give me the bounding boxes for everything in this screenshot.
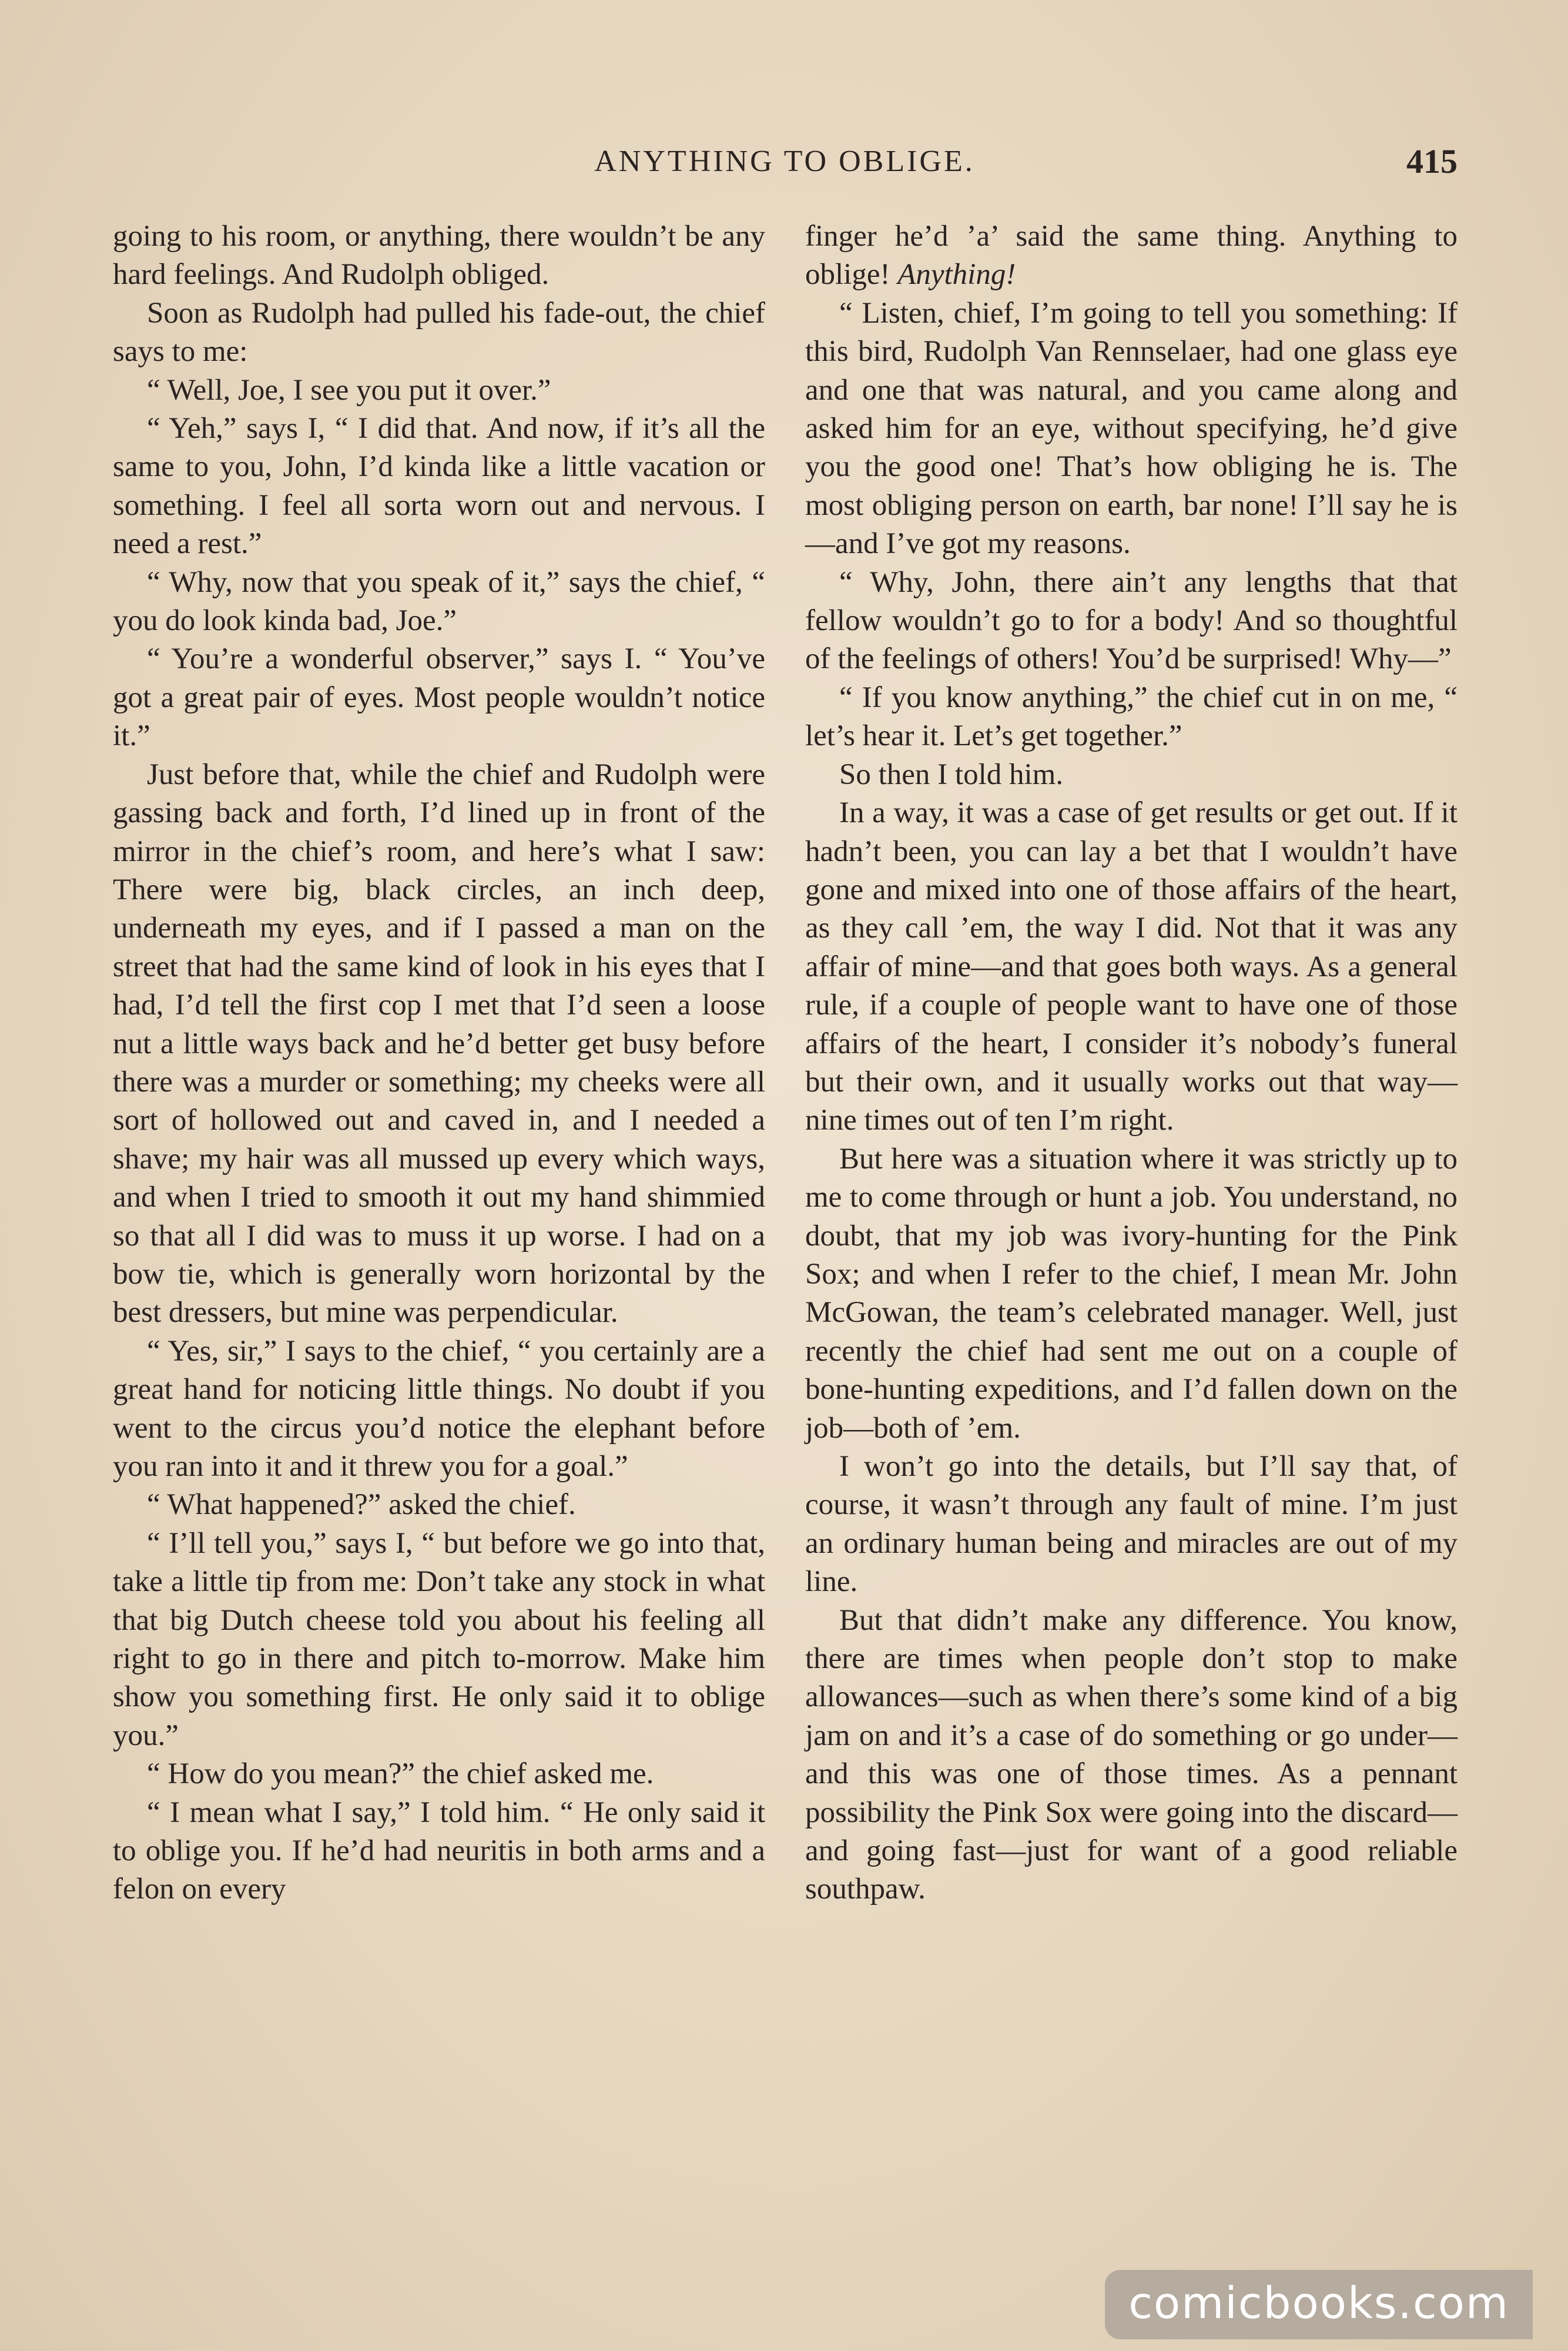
paragraph-text: finger he’d ’a’ said the same thing. Anything to oblige! [805,220,1458,292]
paragraph: But that didn’t make any difference. You know, there are times when people don’t stop to make allowances—such as when there’s some kind of a big jam on and it’s a case of do something or go under—and this was one of those times. As a pennant possibility the Pink Sox were going into the discard—and going fast—just for want of a good reliable southpaw. [805,1603,1458,1906]
paragraph-continued [805,217,1458,294]
paragraph: “ You’re a wonderful observer,” says I. “ You’ve got a great pair of eyes. Most people wouldn’t notice it.” [113,642,765,753]
paragraph: “ Well, Joe, I see you put it over.” [147,373,551,407]
paragraph: “ Why, now that you speak of it,” says the chief, “ you do look kinda bad, Joe.” [113,565,765,638]
paragraph: “ I’ll tell you,” says I, “ but before we go into that, take a little tip from me: Don’t take any stock in what that big Dutch cheese told you about his feeling all right to go in there and pitch to-morrow. Make him show you something first. He only said it to oblige you.” [113,1526,765,1752]
paragraph: “ If you know anything,” the chief cut in on me, “ let’s hear it. Let’s get together.” [805,681,1458,753]
paragraph: “ I mean what I say,” I told him. “ He only said it to oblige you. If he’d had neuritis in both arms and a felon on every [113,1796,765,1906]
right-column [805,217,1458,1909]
paragraph: Soon as Rudolph had pulled his fade-out, the chief says to me: [113,296,765,369]
paragraph: So then I told him. [839,758,1064,791]
paragraph: In a way, it was a case of get results or get out. If it hadn’t been, you can lay a bet that I wouldn’t have gone and mixed into one of those affairs of the heart, as they call ’em, the way I did. Not that it was any affair of mine—and that goes both ways. As a general rule, if a couple of people want to have one of those affairs of the heart, I consider it’s nobody’s funeral but their own, and it usually works out that way—nine times out of ten I’m right. [805,796,1458,1137]
paragraph: But here was a situation where it was strictly up to me to come through or hunt a job. You understand, no doubt, that my job was ivory-hunting for the Pink Sox; and when I refer to the chief, I mean Mr. John McGowan, the team’s celebrated manager. Well, just recently the chief had sent me out on a couple of bone-hunting expeditions, and I’d fallen down on the job—both of ’em. [805,1142,1458,1445]
paragraph: “ Yes, sir,” I says to the chief, “ you certainly are a great hand for noticing little things. No doubt if you went to the circus you’d notice the elephant before you ran into it and it threw you for a goal.” [113,1334,765,1483]
emphasis-text: Anything! [897,258,1016,292]
running-title: ANYTHING TO OBLIGE. [594,145,975,178]
page-header [112,138,1458,191]
paragraph: “ What happened?” asked the chief. [147,1488,576,1522]
page-number: 415 [1406,142,1458,180]
paragraph: “ Listen, chief, I’m going to tell you something: If this bird, Rudolph Van Rennselaer, had one glass eye and one that was natural, and you came along and asked him for an eye, without specifying, he’d give you the good one! That’s how obliging he is. The most obliging person on earth, bar none! I’ll say he is—and I’ve got my reasons. [805,296,1458,561]
paragraph: “ Why, John, there ain’t any lengths that that fellow wouldn’t go to for a body! And so thoughtful of the feelings of others! You’d be surprised! Why—” [805,565,1458,676]
paragraph: “ How do you mean?” the chief asked me. [147,1757,654,1791]
paragraph: Just before that, while the chief and Rudolph were gassing back and forth, I’d lined up in front of the mirror in the chief’s room, and here’s what I saw: There were big, black circles, an inch deep, underneath my eyes, and if I passed a man on the street that had the same kind of look in his eyes that I had, I’d tell the first cop I met that I’d seen a loose nut a little ways back and he’d better get busy before there was a murder or something; my cheeks were all sort of hollowed out and caved in, and I needed a shave; my hair was all mussed up every which ways, and when I tried to smooth it out my hand shimmied so that all I did was to muss it up worse. I had on a bow tie, which is generally worn horizontal by the best dressers, but mine was perpendicular. [113,758,765,1329]
source-watermark: comicbooks.com [1105,2270,1533,2339]
paragraph: going to his room, or anything, there wouldn’t be any hard feelings. And Rudolph obliged. [113,220,765,292]
left-column [113,217,765,1909]
paragraph: I won’t go into the details, but I’ll say that, of course, it wasn’t through any fault of mine. I’m just an ordinary human being and miracles are out of my line. [805,1450,1458,1599]
paragraph: “ Yeh,” says I, “ I did that. And now, if it’s all the same to you, John, I’d kinda like a little vacation or something. I feel all sorta worn out and nervous. I need a rest.” [113,412,765,561]
